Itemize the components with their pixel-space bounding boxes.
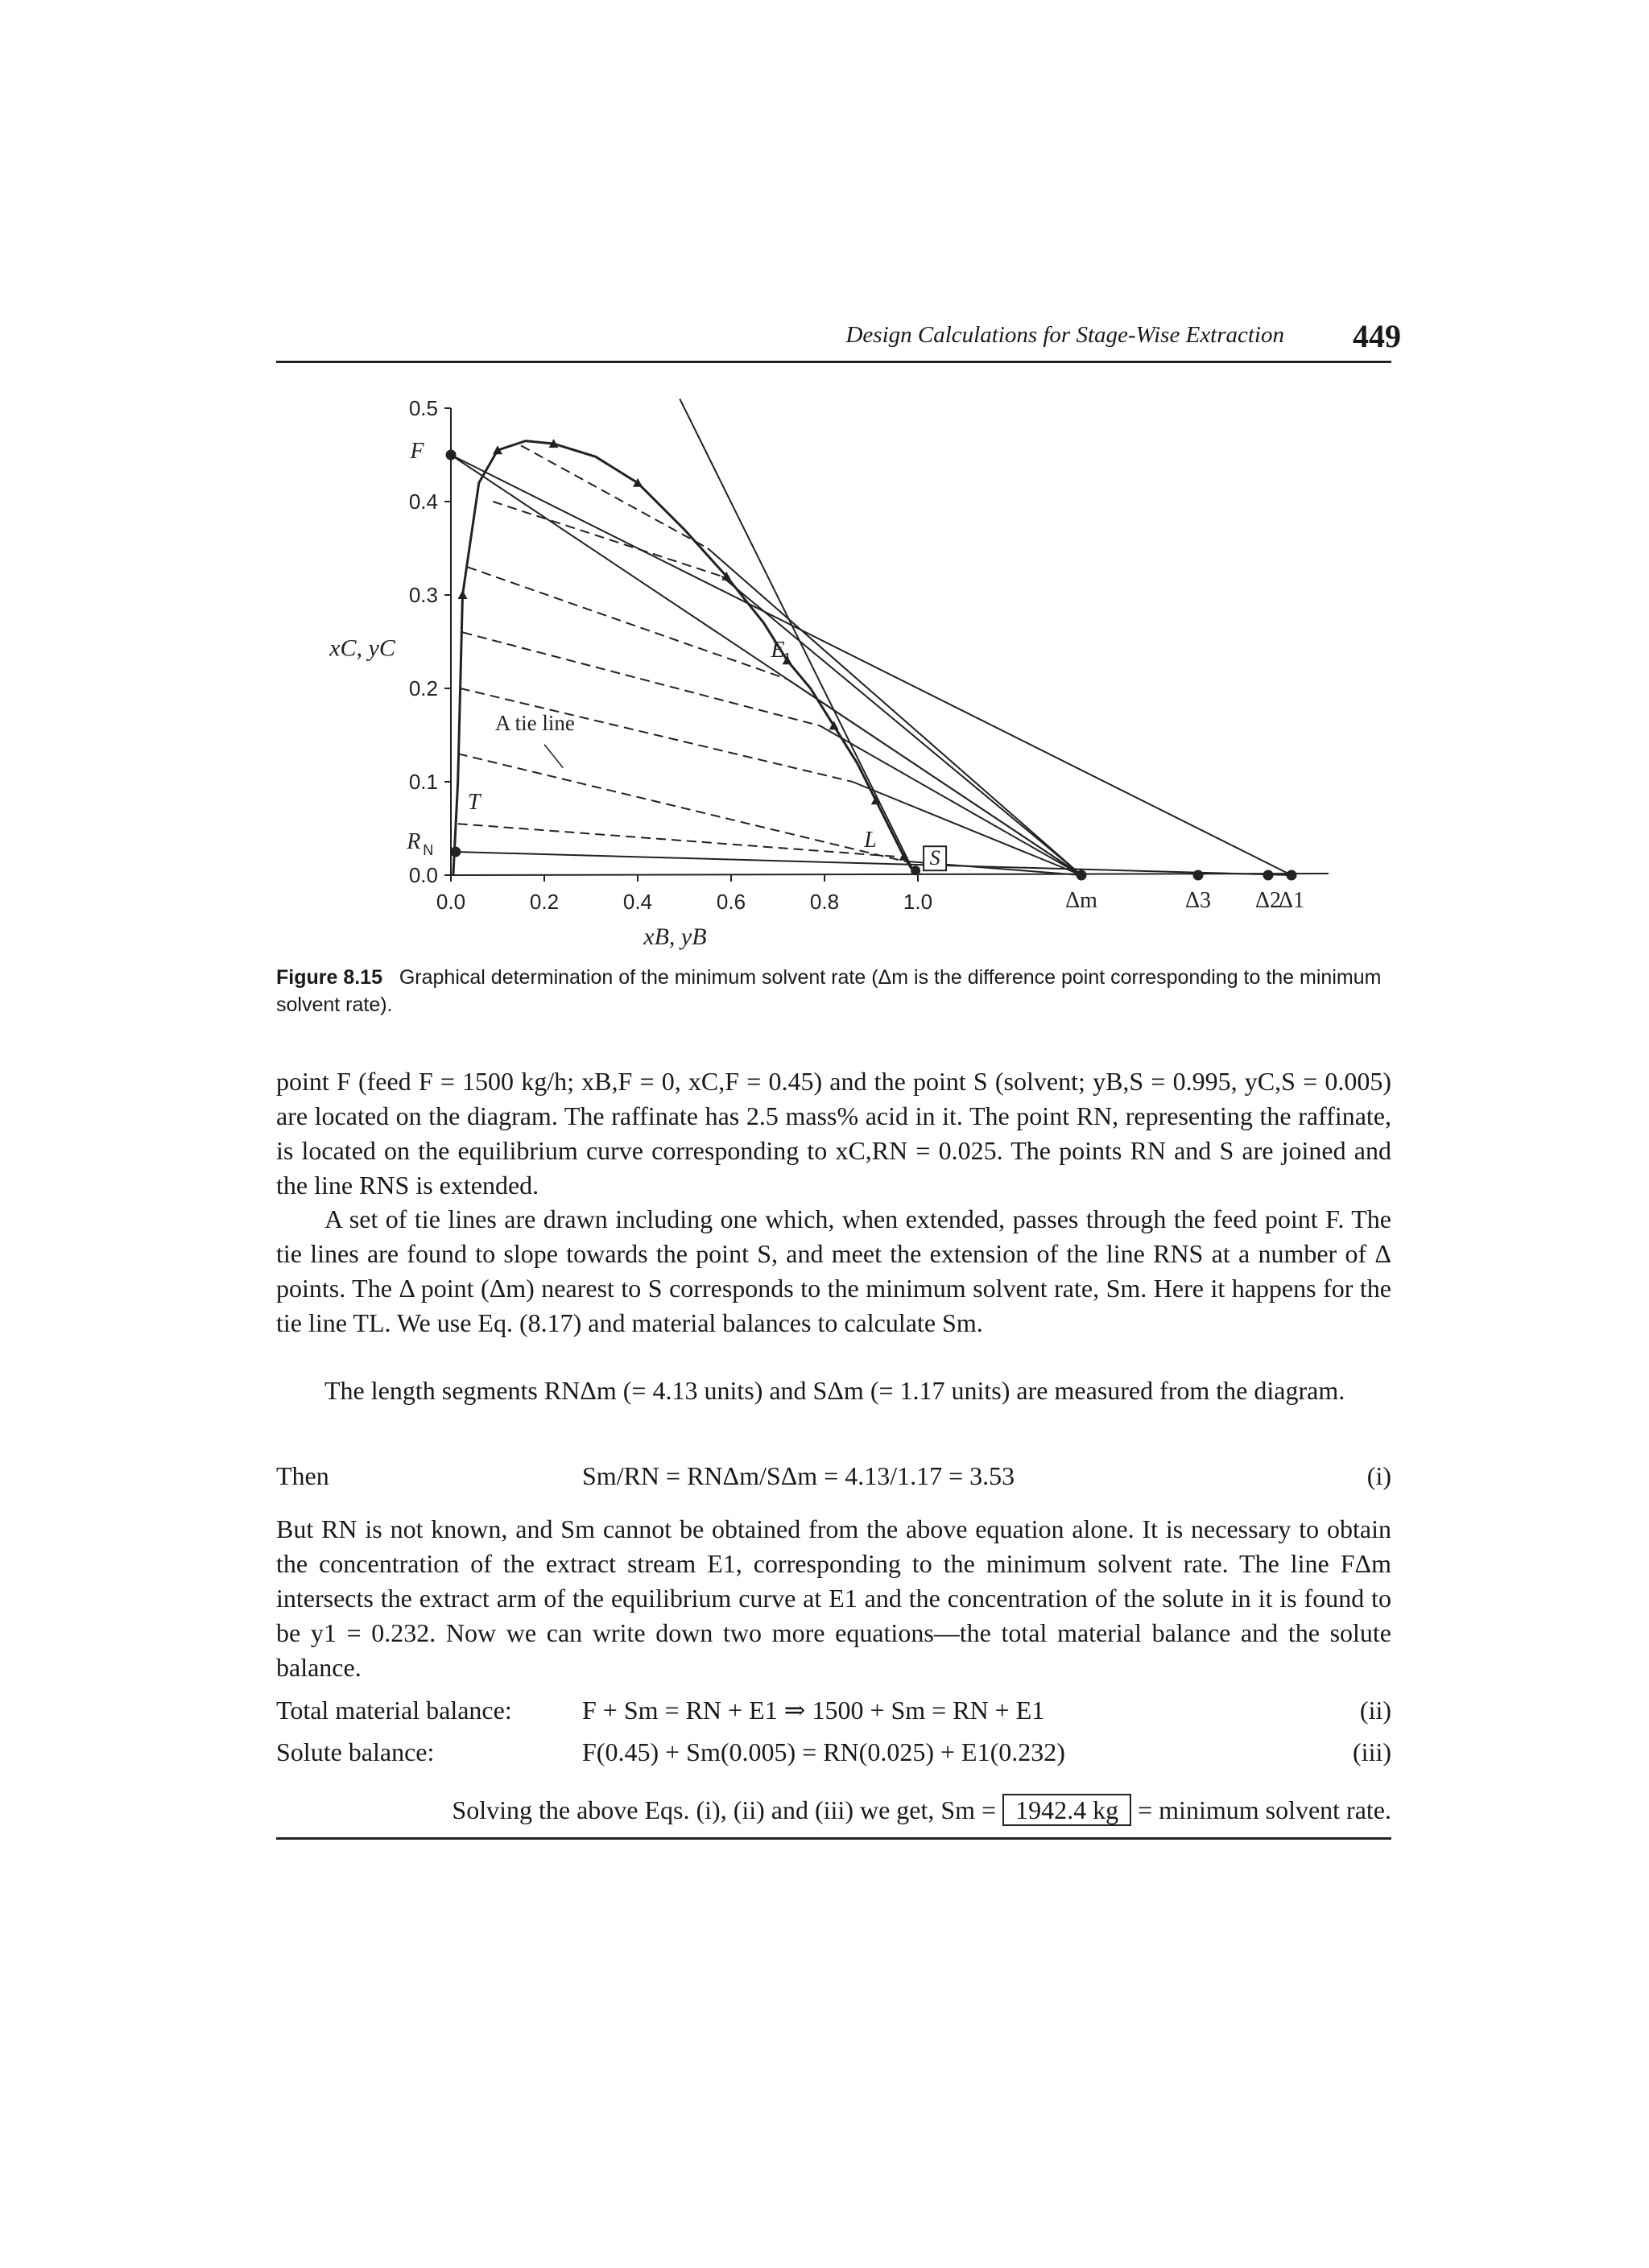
x-tick-label: 0.6 bbox=[716, 890, 746, 914]
point-label: S bbox=[929, 846, 940, 870]
tie-line bbox=[521, 445, 708, 548]
tie-line bbox=[467, 567, 787, 679]
tie-line bbox=[458, 754, 904, 861]
point-marker bbox=[1193, 870, 1204, 881]
equation-ii-number: (ii) bbox=[1359, 1696, 1391, 1725]
tie-line-TL bbox=[458, 824, 895, 857]
x-tick-label: 0.8 bbox=[809, 890, 840, 914]
bottom-rule bbox=[276, 1837, 1391, 1840]
y-tick-label: 0.3 bbox=[408, 583, 438, 607]
figure-caption bbox=[276, 964, 1391, 1018]
tie-line-annotation: A tie line bbox=[494, 711, 575, 736]
equation-iii bbox=[276, 1735, 1391, 1770]
figure-8-15 bbox=[314, 378, 1377, 954]
point-marker bbox=[450, 847, 461, 857]
tie-line-extension bbox=[853, 782, 1081, 875]
solution-suffix: = minimum solvent rate. bbox=[1138, 1795, 1391, 1824]
total-material-balance-label: Total material balance: bbox=[276, 1696, 512, 1725]
point-label: Δ3 bbox=[1184, 888, 1212, 913]
y-tick-label: 0.1 bbox=[408, 770, 438, 794]
y-axis-label: xC, yC bbox=[329, 634, 395, 662]
equation-iii-expr: F(0.45) + Sm(0.005) = RN(0.025) + E1(0.232) bbox=[582, 1737, 1065, 1766]
then-label: Then bbox=[276, 1461, 329, 1490]
equilibrium-curve bbox=[453, 441, 915, 875]
solution-value: 1942.4 kg bbox=[1002, 1794, 1131, 1826]
point-marker bbox=[1077, 870, 1087, 881]
x-axis-label: xB, yB bbox=[643, 923, 707, 950]
y-tick-label: 0.4 bbox=[408, 490, 438, 514]
point-label: R bbox=[407, 829, 421, 854]
equation-i-number: (i) bbox=[1366, 1461, 1391, 1490]
point-label-sub: 1 bbox=[783, 650, 792, 667]
point-marker bbox=[1263, 870, 1274, 881]
point-marker bbox=[1287, 870, 1297, 881]
caption-label: Figure 8.15 bbox=[276, 966, 382, 989]
point-label: T bbox=[467, 790, 481, 816]
solution-line bbox=[324, 1793, 1391, 1828]
point-marker bbox=[911, 865, 920, 875]
point-label: Δm bbox=[1065, 888, 1097, 913]
page-number: 449 bbox=[1353, 318, 1401, 354]
solution-prefix: Solving the above Eqs. (i), (ii) and (iii) we get, Sm = bbox=[452, 1795, 997, 1824]
point-label: Δ2 bbox=[1254, 888, 1282, 913]
tie-line bbox=[493, 502, 721, 576]
equation-i bbox=[276, 1459, 1391, 1493]
y-tick-label: 0.5 bbox=[408, 396, 438, 420]
y-tick-label: 0.0 bbox=[408, 863, 438, 887]
equation-ii-expr: F + Sm = RN + E1 ⇒ 1500 + Sm = RN + E1 bbox=[582, 1696, 1045, 1725]
x-tick-label: 1.0 bbox=[903, 890, 933, 914]
equation-i-expr: Sm/RN = RNΔm/SΔm = 4.13/1.17 = 3.53 bbox=[582, 1461, 1015, 1490]
curve-marker bbox=[458, 590, 468, 599]
line-F-delta-1 bbox=[451, 455, 1292, 875]
running-header: Design Calculations for Stage-Wise Extraction bbox=[845, 322, 1284, 348]
x-tick-label: 0.4 bbox=[622, 890, 653, 914]
point-marker bbox=[446, 450, 457, 461]
y-tick-label: 0.2 bbox=[408, 676, 438, 700]
point-label: Δ1 bbox=[1278, 888, 1305, 913]
paragraph-4: But RN is not known, and Sm cannot be obtained from the above equation alone. It is necessary to obtain the concentration of the extract stream E1, corresponding to the minimum solvent rate. The line FΔm intersects the extract arm of the equilibrium curve at E1 and the concentration of the solute in it is found to be y1 = 0.232. Now we can write down two more equations—the total material balance and the solute balance. bbox=[276, 1514, 1391, 1682]
line-through-E1 bbox=[684, 408, 913, 870]
equation-iii-number: (iii) bbox=[1353, 1737, 1391, 1766]
tie-line-extension bbox=[820, 725, 1081, 875]
line-through-E1-top bbox=[680, 399, 684, 408]
solute-balance-label: Solute balance: bbox=[276, 1737, 435, 1766]
x-tick-label: 0.2 bbox=[529, 890, 560, 914]
paragraph-2: A set of tie lines are drawn including one which, when extended, passes through the feed point F. The tie lines are found to slope towards the point S, and meet the extension of the line RNS at a number of Δ points. The Δ point (Δm) nearest to S corresponds to the minimum solvent rate, Sm. Here it happens for the tie line TL. We use Eq. (8.17) and material balances to calculate Sm. bbox=[276, 1204, 1391, 1337]
header-rule bbox=[276, 361, 1391, 363]
point-label: F bbox=[410, 439, 424, 464]
paragraph-3: The length segments RNΔm (= 4.13 units) and SΔm (= 1.17 units) are measured from the diagram. bbox=[324, 1376, 1345, 1405]
point-label: L bbox=[864, 827, 877, 853]
x-tick-label: 0.0 bbox=[436, 890, 466, 914]
caption-text: Graphical determination of the minimum solvent rate (Δm is the difference point corresponding to the minimum solvent rate). bbox=[276, 966, 1382, 1016]
equation-ii bbox=[276, 1693, 1391, 1728]
paragraph-1: point F (feed F = 1500 kg/h; xB,F = 0, xC,F = 0.45) and the point S (solvent; yB,S = 0.995, yC,S = 0.005) are located on the diagram. The raffinate has 2.5 mass% acid in it. The point RN, representing the raffinate, is located on the equilibrium curve corresponding to xC,RN = 0.025. The points RN and S are joined and the line RNS is extended. bbox=[276, 1067, 1391, 1200]
annotation-pointer bbox=[544, 745, 563, 768]
ternary-chart bbox=[314, 378, 1377, 950]
point-label: E bbox=[771, 637, 785, 663]
point-label-sub: N bbox=[423, 842, 434, 858]
